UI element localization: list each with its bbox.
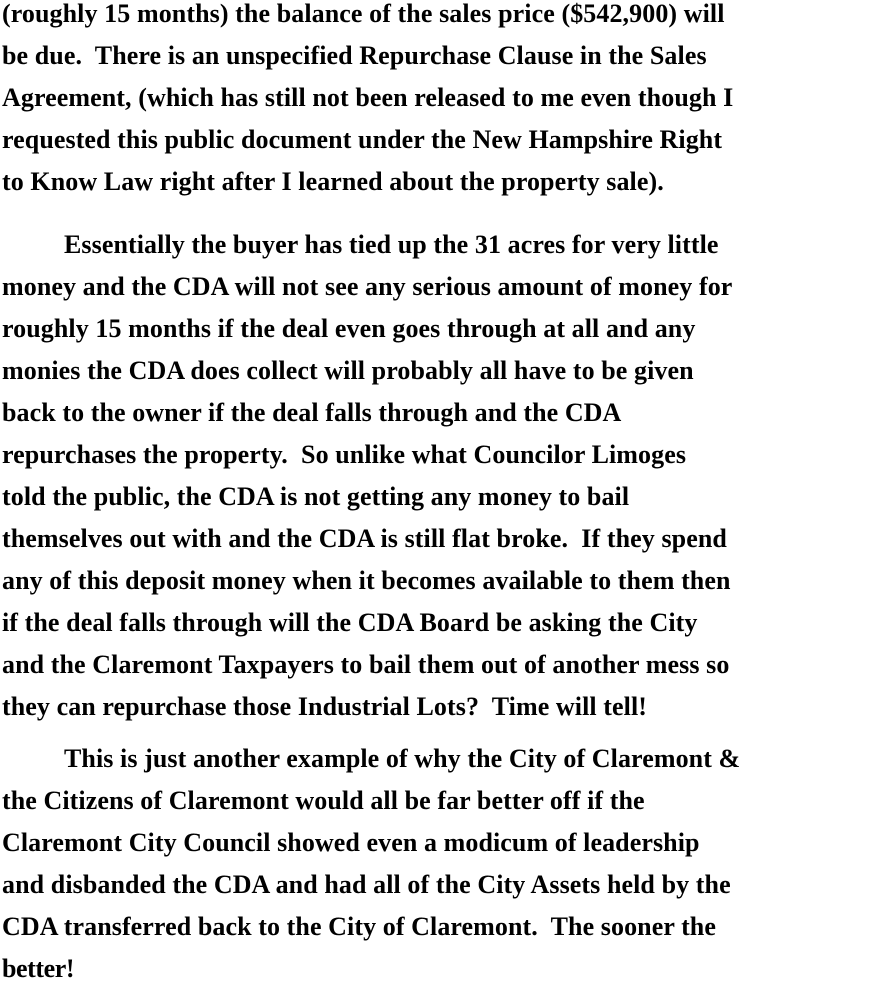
text-line: roughly 15 months if the deal even goes through at all and any xyxy=(2,314,696,343)
text-line: This is just another example of why the City of Claremont & xyxy=(64,744,741,773)
text-line: any of this deposit money when it becomes available to them then xyxy=(2,566,731,595)
text-line: Essentially the buyer has tied up the 31 acres for very little xyxy=(64,230,719,259)
text-line: to Know Law right after I learned about the property sale). xyxy=(2,167,664,196)
paragraph-conclusion xyxy=(2,738,880,990)
text-line: the Citizens of Claremont would all be far better off if the xyxy=(2,786,645,815)
text-line: CDA transferred back to the City of Claremont. The sooner the xyxy=(2,912,716,941)
text-line: (roughly 15 months) the balance of the sales price ($542,900) will xyxy=(2,0,725,28)
text-line: money and the CDA will not see any serious amount of money for xyxy=(2,272,733,301)
text-line: better! xyxy=(2,954,75,983)
text-line: Claremont City Council showed even a modicum of leadership xyxy=(2,828,700,857)
text-line: requested this public document under the New Hampshire Right xyxy=(2,125,723,154)
text-line: repurchases the property. So unlike what Councilor Limoges xyxy=(2,440,687,469)
paragraph-sale-terms xyxy=(2,0,880,203)
text-line: back to the owner if the deal falls through and the CDA xyxy=(2,398,622,427)
text-line: if the deal falls through will the CDA Board be asking the City xyxy=(2,608,698,637)
text-line: and the Claremont Taxpayers to bail them out of another mess so xyxy=(2,650,730,679)
text-line: Agreement, (which has still not been released to me even though I xyxy=(2,83,734,112)
text-line: be due. There is an unspecified Repurchase Clause in the Sales xyxy=(2,41,707,70)
text-line: told the public, the CDA is not getting any money to bail xyxy=(2,482,630,511)
text-line: and disbanded the CDA and had all of the City Assets held by the xyxy=(2,870,731,899)
paragraph-buyer-analysis xyxy=(2,224,880,728)
text-line: they can repurchase those Industrial Lots? Time will tell! xyxy=(2,692,647,721)
text-line: themselves out with and the CDA is still flat broke. If they spend xyxy=(2,524,727,553)
text-line: monies the CDA does collect will probably all have to be given xyxy=(2,356,694,385)
